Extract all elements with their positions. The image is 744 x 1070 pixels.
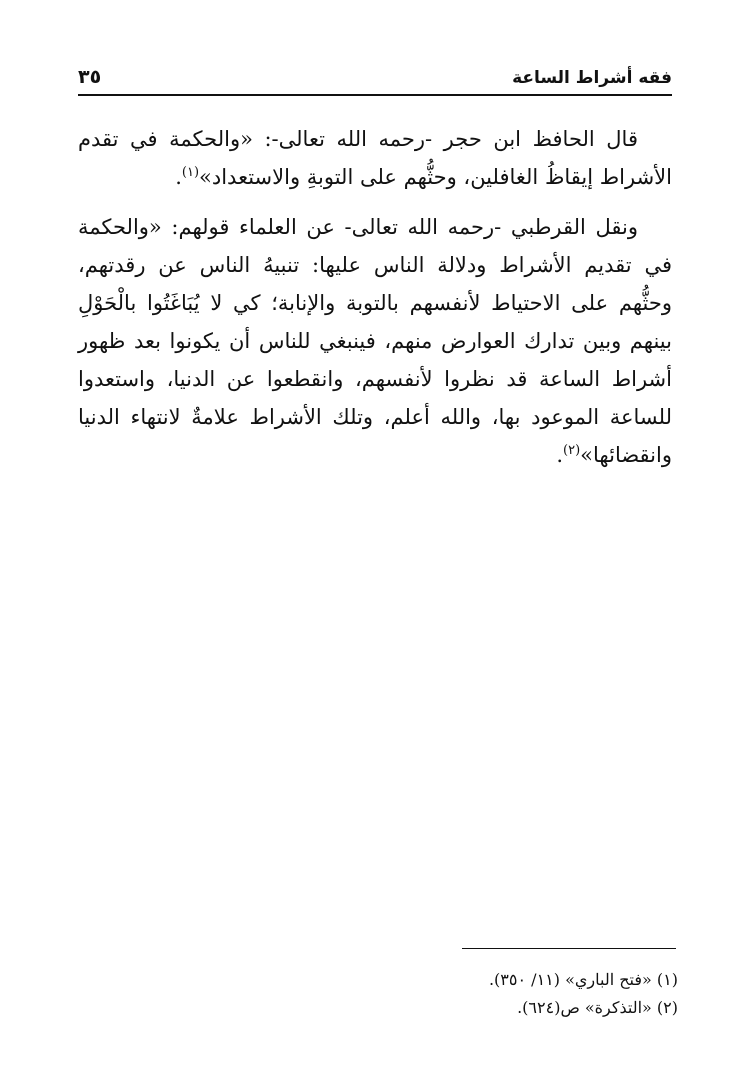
footnote-2: (٢) «التذكرة» ص(٦٢٤).	[517, 998, 678, 1017]
paragraph-text: قال الحافظ ابن حجر -رحمه الله تعالى-: «والحكمة في تقدم الأشراط إيقاظُ الغافلين، وحثُّهم على التوبةِ والاستعداد»	[78, 127, 672, 189]
page-number: ٣٥	[78, 66, 102, 88]
running-header	[78, 60, 672, 96]
main-text	[78, 120, 672, 486]
footnote-1: (١) «فتح الباري» (١١/ ٣٥٠).	[488, 970, 678, 989]
paragraph-text: ونقل القرطبي -رحمه الله تعالى- عن العلماء قولهم: «والحكمة في تقديم الأشراط ودلالة الناس عليها: تنبيهُ الناس عن رقدتهم، وحثُّهم على الاحتياط لأنفسهم بالتوبة والإنابة؛ كي لا يُبَاغَتُوا بالْحَوْلِ بينهم وبين تدارك العوارض منهم، فينبغي للناس أن يكونوا بعد ظهور أشراط الساعة قد نظروا لأنفسهم، وانقطعوا عن الدنيا، واستعدوا للساعة الموعود بها، والله أعلم، وتلك الأشراط علامةٌ لانتهاء الدنيا وانقضائها»	[78, 215, 672, 467]
paragraph-end: .	[556, 443, 564, 467]
paragraph-qurtubi	[78, 208, 672, 474]
footnote-reference: (١)	[181, 165, 200, 180]
paragraph-end: .	[175, 165, 182, 189]
footnote-separator	[462, 948, 676, 949]
running-title: فقه أشراط الساعة	[512, 68, 672, 88]
footnotes	[300, 966, 678, 1022]
footnote-reference: (٢)	[563, 443, 581, 458]
paragraph-ibn-hajar	[78, 120, 672, 196]
